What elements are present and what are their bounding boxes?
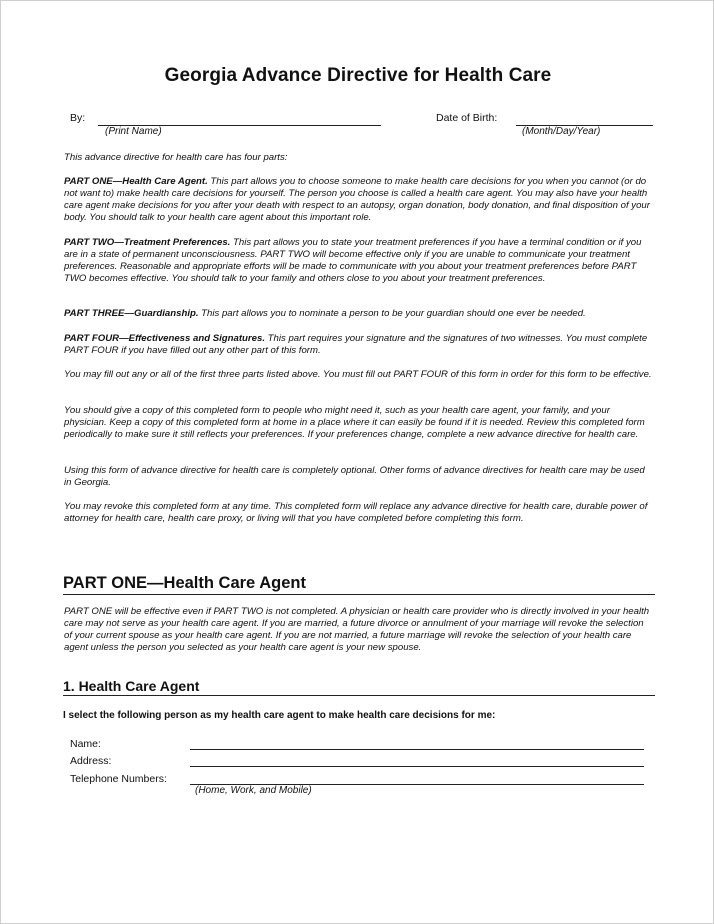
part-three-description bbox=[64, 308, 654, 320]
dob-hint: (Month/Day/Year) bbox=[522, 126, 601, 137]
note-paragraph: You should give a copy of this completed form to people who might need it, such as your health care agent, your family, and your physician. Keep a copy of this completed form at home in a place where it can easily be found if it is needed. Review this completed form periodically to make sure it still reflects your preferences. If your preferences change, complete a new advance directive for health care. bbox=[64, 405, 645, 440]
part-two-description bbox=[64, 237, 654, 285]
part-one-description bbox=[64, 176, 654, 224]
part-heading: PART THREE—Guardianship. bbox=[64, 308, 199, 319]
address-label: Address: bbox=[70, 755, 112, 767]
intro-text: This advance directive for health care has four parts: bbox=[64, 152, 288, 163]
note-paragraph: You may fill out any or all of the first three parts listed above. You must fill out PART FOUR of this form in order for this form to be effective. bbox=[64, 369, 652, 380]
note-paragraph: Using this form of advance directive for health care is completely optional. Other forms of advance directives for health care may be used in Georgia. bbox=[64, 465, 645, 488]
telephone-hint: (Home, Work, and Mobile) bbox=[195, 785, 312, 796]
note-paragraph: You may revoke this completed form at any time. This completed form will replace any advance directive for health care, durable power of attorney for health care, health care proxy, or living will that you have completed before completing this form. bbox=[64, 501, 648, 524]
part-text: This part allows you to choose someone to make health care decisions for you when you cannot (or do not want to) make health care decisions for yourself. The person you choose is called a health care agent. You may also have your health care agent make decisions for you after your death with respect to an autopsy, organ donation, body donation, and final disposition of your body. You should talk to your health care agent about this important role. bbox=[64, 176, 650, 223]
part-heading: PART TWO—Treatment Preferences. bbox=[64, 237, 231, 248]
name-label: Name: bbox=[70, 738, 101, 750]
part-heading: PART FOUR—Effectiveness and Signatures. bbox=[64, 333, 265, 344]
part-heading: PART ONE—Health Care Agent. bbox=[64, 176, 208, 187]
part-one-text: PART ONE will be effective even if PART TWO is not completed. A physician or health care provider who is directly involved in your health care may not serve as your health care agent. If you are married, a future divorce or annulment of your marriage will revoke the selection of your current spouse as your health care agent. If you are not married, a future marriage will revoke the selection of your health care agent unless the person you selected as your health care agent is your new spouse. bbox=[64, 606, 650, 653]
part-four-description bbox=[64, 333, 654, 357]
section-heading: 1. Health Care Agent bbox=[63, 678, 655, 696]
by-label: By: bbox=[70, 112, 86, 124]
part-text: This part allows you to state your treatment preferences if you have a terminal condition or if you are in a state of permanent unconsciousness. PART TWO will become effective only if you are unable to communicate your treatment preferences. Reasonable and appropriate efforts will be made to communicate with you about your treatment preferences before PART TWO becomes effective. You should talk to your family and others close to you about your treatment preferences. bbox=[64, 237, 642, 284]
document-title: Georgia Advance Directive for Health Care bbox=[164, 65, 552, 86]
part-text: This part requires your signature and the signatures of two witnesses. You must complete PART FOUR if you have filled out any other part of this form. bbox=[64, 333, 648, 356]
part-one-heading: PART ONE—Health Care Agent bbox=[63, 574, 655, 595]
part-text: This part allows you to nominate a person to be your guardian should one ever be needed. bbox=[198, 308, 586, 319]
telephone-label: Telephone Numbers: bbox=[70, 773, 167, 785]
print-name-hint: (Print Name) bbox=[105, 126, 162, 137]
agent-name-field[interactable] bbox=[190, 749, 644, 750]
agent-address-field[interactable] bbox=[190, 766, 644, 767]
dob-label: Date of Birth: bbox=[436, 112, 498, 124]
agent-selection-statement: I select the following person as my health care agent to make health care decisions for me: bbox=[63, 710, 496, 721]
